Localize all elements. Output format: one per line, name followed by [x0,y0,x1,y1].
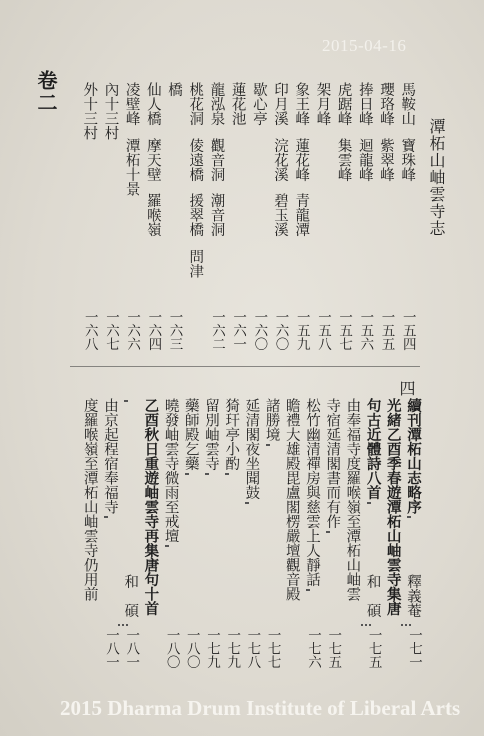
toc-entry-title: 句古近體詩八首 [364,398,382,500]
toc-page-number: 一七八 [244,627,261,668]
toc-entry-title: 留別岫雲寺 [203,398,219,471]
dot-leader [124,400,128,572]
dot-leader [225,473,229,626]
toc-entry-title: 捧日峰 [356,82,373,126]
dot-leader [245,502,249,626]
upper-toc-column [248,82,270,350]
toc-entry-title: 紫翠峰 [378,137,395,181]
toc-page-number: 一六七 [102,309,119,350]
upper-toc-column [396,82,418,350]
upper-toc-column [205,82,227,350]
toc-entry-title: 桃花洞 [187,82,204,126]
toc-entry-title: 歇心亭 [250,82,267,126]
toc-entry-title: 內十三村 [102,82,119,140]
scan-footer-stamp: 2015 Dharma Drum Institute of Liberal Arts [60,696,461,720]
toc-entry-title: 觀音洞 [208,137,225,181]
upper-toc-column [99,82,121,350]
toc-page-number: 一七七 [264,627,281,668]
toc-author: 釋義菴 [405,574,421,618]
toc-entry-title: 曉發岫雲寺微雨至戒壇 [162,398,179,543]
toc-entry-title: 諸勝境 [263,398,280,442]
toc-page-number: 一五五 [378,309,395,350]
toc-page-number: 一八〇 [163,627,180,668]
toc-page-number: 一六三 [166,309,183,350]
toc-entry-title: 印月溪 [272,82,289,126]
volume-label: 卷二 [34,70,58,114]
toc-entry-title: 光緒乙酉季春遊潭柘山岫雲寺集唐 [384,398,402,616]
toc-page-number: 一五九 [293,309,310,350]
column-spacer [75,601,97,668]
upper-toc-column [311,82,333,350]
toc-entry-title: 蓮花池 [229,82,246,126]
toc-page-number: 一五七 [336,309,353,350]
toc-page-number: 一六一 [230,309,247,350]
toc-entry-title: 寺宿延清閣書而有作 [324,398,341,529]
book-title: 潭柘山岫雲寺志 [427,118,446,237]
dot-leader [266,444,270,626]
toc-page-number: 一八一 [103,627,119,668]
upper-toc-column [354,82,376,350]
toc-entry-title: 潭柘十景 [123,137,140,196]
dot-leader [326,531,330,626]
toc-entry-title: 問津 [187,248,204,278]
toc-page-number: 一七九 [224,627,241,668]
toc-entry-title: 由京起程宿奉福寺 [102,398,118,514]
dot-leader [165,545,169,626]
upper-toc-column [269,82,291,350]
toc-entry-title: 寶珠峰 [399,137,416,181]
toc-page-number: 一七一 [406,627,422,668]
toc-entry-title: 度羅喉嶺至潭柘山岫雲寺仍用前 [81,398,98,601]
upper-toc-column [375,82,397,350]
toc-page-number: 一七九 [204,627,220,668]
toc-page-number: 一五八 [314,309,331,350]
toc-entry-title: 馬鞍山 [399,82,416,126]
dot-leader [185,473,189,626]
toc-page-number: 一八〇 [183,627,200,668]
toc-entry-title: 凌壁峰 [123,82,140,126]
toc-page-number: 一六八 [81,309,98,350]
dot-leader [104,516,108,626]
dot-leader [118,624,128,626]
toc-entry-title: 外十三村 [81,82,98,140]
dot-leader [361,624,371,626]
upper-toc-column [290,82,312,350]
toc-page-number: 一六四 [145,309,162,350]
page-number: 四 [397,380,416,396]
toc-entry-title: 援翠橋 [187,193,204,237]
toc-entry-title: 延清閣夜坐聞鼓 [243,398,260,500]
toc-entry-title: 乙酉秋日重遊岫雲寺再集唐句十首 [142,398,160,616]
toc-entry-title: 龍泓泉 [208,82,225,126]
toc-author: 和 碩 [364,574,381,618]
toc-entry-title: 潮音洞 [208,193,225,237]
toc-entry-title: 由奉福寺度羅喉嶺至潭柘山岫雲 [344,398,361,601]
toc-entry-title: 倰遠橋 [187,137,204,181]
toc-entry-title: 仙人橋 [144,82,161,126]
lower-toc-column [75,398,97,668]
upper-toc-column [120,82,142,350]
toc-page-number: 一六〇 [251,309,268,350]
scan-date-stamp: 2015-04-16 [322,36,407,55]
toc-entry-title: 象王峰 [293,82,310,126]
dot-leader [205,473,209,626]
toc-entry-title: 續刊潭柘山志略序 [405,398,422,514]
toc-page-number: 一五四 [399,309,416,350]
dot-leader [367,502,371,573]
toc-entry-title: 青龍潭 [293,193,310,237]
toc-page-number: 一六六 [124,309,141,350]
lower-toc-column [358,398,380,668]
upper-toc-column [332,82,354,350]
toc-entry-title: 松竹幽清禪房與慈雲上人靜話 [304,398,320,587]
upper-toc-column [78,82,100,350]
toc-entry-title: 猗玕亭小酌 [223,398,240,471]
toc-entry-title: 架月峰 [314,82,331,126]
toc-entry-title: 虎踞峰 [335,82,352,126]
toc-entry-title: 瞻禮大雄殿毘盧閣楞嚴壇觀音殿 [283,398,300,601]
toc-page-number: 一五六 [357,309,374,350]
toc-author: 和 碩 [122,574,139,618]
toc-entry-title: 羅喉嶺 [144,193,161,237]
toc-page-number: 一六〇 [272,309,289,350]
toc-page-number: 一七五 [365,627,382,668]
toc-page-number: 一七五 [325,627,342,668]
toc-entry-title: 浣花溪 [272,137,289,181]
toc-entry-title: 蓮花峰 [293,137,310,181]
section-divider [70,366,420,367]
dot-leader [306,589,310,626]
toc-entry-title: 橋 [166,82,183,97]
toc-entry-title: 摩天壁 [144,137,161,181]
toc-entry-title: 藥師殿乞藥 [182,398,199,471]
toc-page-number: 一七六 [305,627,321,668]
toc-entry-title: 碧玉溪 [272,193,289,237]
upper-toc-column [142,82,164,350]
lower-toc-column [297,398,319,668]
dot-leader [407,516,411,572]
upper-toc-column [184,82,206,350]
upper-toc-column [226,82,248,350]
dot-leader [401,624,411,626]
lower-toc-column [95,398,117,668]
upper-toc-column [163,82,185,350]
toc-entry-title: 迴龍峰 [356,137,373,181]
toc-entry-title: 集雲峰 [335,137,352,181]
toc-page-number: 一六二 [208,309,225,350]
toc-entry-title: 瓔珞峰 [378,82,395,126]
toc-page-number: 一八一 [123,627,140,668]
